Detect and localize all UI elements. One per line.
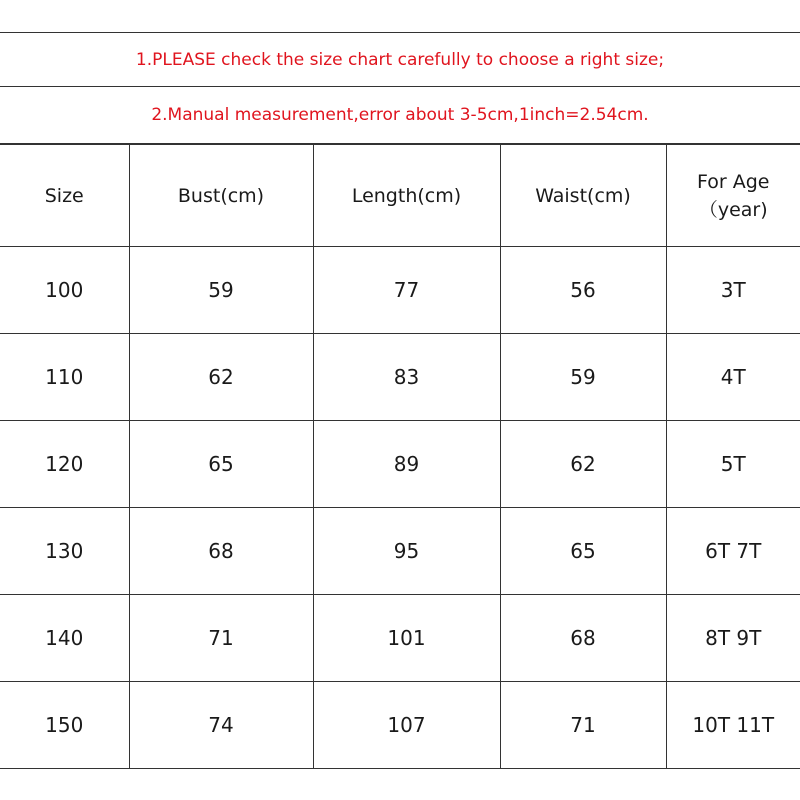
cell-length: 101 (313, 595, 500, 682)
cell-waist: 71 (500, 682, 666, 769)
cell-age: 5T (666, 421, 800, 508)
cell-age: 10T 11T (666, 682, 800, 769)
table-row (0, 508, 800, 595)
cell-age: 6T 7T (666, 508, 800, 595)
cell-waist: 65 (500, 508, 666, 595)
cell-bust: 62 (129, 334, 313, 421)
cell-waist: 59 (500, 334, 666, 421)
cell-waist: 68 (500, 595, 666, 682)
table-row (0, 682, 800, 769)
header-bust: Bust(cm) (129, 145, 313, 247)
header-age-line1: For Age (697, 170, 770, 193)
cell-waist: 62 (500, 421, 666, 508)
cell-age: 3T (666, 247, 800, 334)
header-size: Size (0, 145, 129, 247)
cell-bust: 74 (129, 682, 313, 769)
header-for-age (666, 145, 800, 247)
cell-waist: 56 (500, 247, 666, 334)
cell-bust: 71 (129, 595, 313, 682)
header-length: Length(cm) (313, 145, 500, 247)
cell-length: 107 (313, 682, 500, 769)
cell-bust: 68 (129, 508, 313, 595)
cell-size: 110 (0, 334, 129, 421)
size-notice-1: 1.PLEASE check the size chart carefully to choose a right size; (0, 32, 800, 87)
table-row (0, 595, 800, 682)
header-age-line2: （year) (698, 198, 768, 221)
cell-size: 150 (0, 682, 129, 769)
table-header-row (0, 145, 800, 247)
cell-size: 100 (0, 247, 129, 334)
header-waist: Waist(cm) (500, 145, 666, 247)
size-chart-table (0, 144, 800, 769)
cell-age: 4T (666, 334, 800, 421)
cell-length: 83 (313, 334, 500, 421)
cell-length: 95 (313, 508, 500, 595)
cell-size: 140 (0, 595, 129, 682)
cell-bust: 65 (129, 421, 313, 508)
cell-size: 120 (0, 421, 129, 508)
cell-length: 77 (313, 247, 500, 334)
cell-age: 8T 9T (666, 595, 800, 682)
cell-bust: 59 (129, 247, 313, 334)
table-row (0, 421, 800, 508)
table-row (0, 334, 800, 421)
cell-length: 89 (313, 421, 500, 508)
table-row (0, 247, 800, 334)
measurement-notice: 2.Manual measurement,error about 3-5cm,1inch=2.54cm. (0, 87, 800, 144)
cell-size: 130 (0, 508, 129, 595)
